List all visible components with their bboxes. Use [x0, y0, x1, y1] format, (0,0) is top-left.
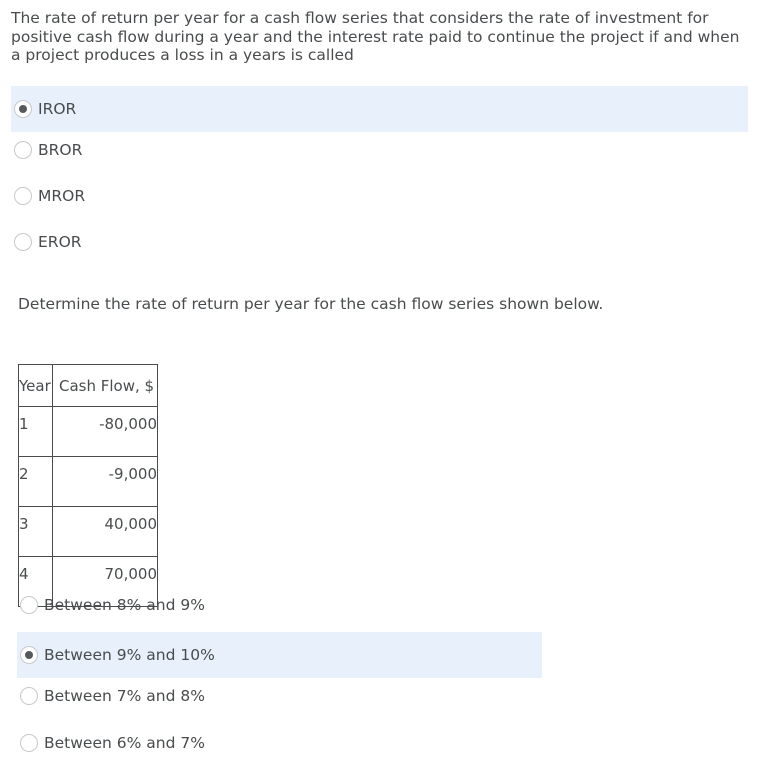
year-header: Year — [19, 365, 53, 407]
q1-option-mror[interactable] — [11, 173, 748, 219]
radio-checked-icon[interactable] — [14, 100, 32, 118]
year-cell: 4 — [19, 557, 53, 607]
cash-flow-cell: -80,000 — [53, 407, 158, 457]
cash-flow-cell: 40,000 — [53, 507, 158, 557]
cash-flow-cell: 70,000 — [53, 557, 158, 607]
radio-checked-icon[interactable] — [20, 646, 38, 664]
q2-option-8-9[interactable] — [17, 582, 542, 628]
radio-unchecked-icon[interactable] — [14, 141, 32, 159]
option-label: BROR — [38, 141, 83, 159]
q2-option-9-10[interactable] — [17, 632, 542, 678]
question-2-text: Determine the rate of return per year for the cash flow series shown below. — [18, 295, 604, 313]
q1-option-iror[interactable] — [11, 86, 748, 132]
radio-unchecked-icon[interactable] — [20, 734, 38, 752]
q1-option-bror[interactable] — [11, 127, 748, 173]
option-label: Between 7% and 8% — [44, 687, 205, 705]
radio-unchecked-icon[interactable] — [14, 233, 32, 251]
cash-flow-table — [18, 364, 158, 607]
q1-option-eror[interactable] — [11, 219, 748, 265]
option-label: Between 6% and 7% — [44, 734, 205, 752]
table-row — [19, 407, 158, 457]
option-label: EROR — [38, 233, 82, 251]
year-cell: 2 — [19, 457, 53, 507]
option-label: MROR — [38, 187, 86, 205]
q2-option-7-8[interactable] — [17, 673, 542, 719]
option-label: IROR — [38, 100, 77, 118]
table-row — [19, 457, 158, 507]
table-header-row — [19, 365, 158, 407]
option-label: Between 9% and 10% — [44, 646, 215, 664]
cash-flow-header: Cash Flow, $ — [53, 365, 158, 407]
question-1-text: The rate of return per year for a cash flow series that considers the rate of investment for positive cash flow during a year and the interest rate paid to continue the project if and when a project produces a loss in a years is called — [11, 9, 740, 64]
year-cell: 3 — [19, 507, 53, 557]
radio-unchecked-icon[interactable] — [20, 596, 38, 614]
option-label: Between 8% and 9% — [44, 596, 205, 614]
q2-option-6-7[interactable] — [17, 720, 542, 766]
cash-flow-cell: -9,000 — [53, 457, 158, 507]
table-row — [19, 507, 158, 557]
year-cell: 1 — [19, 407, 53, 457]
radio-unchecked-icon[interactable] — [20, 687, 38, 705]
radio-unchecked-icon[interactable] — [14, 187, 32, 205]
